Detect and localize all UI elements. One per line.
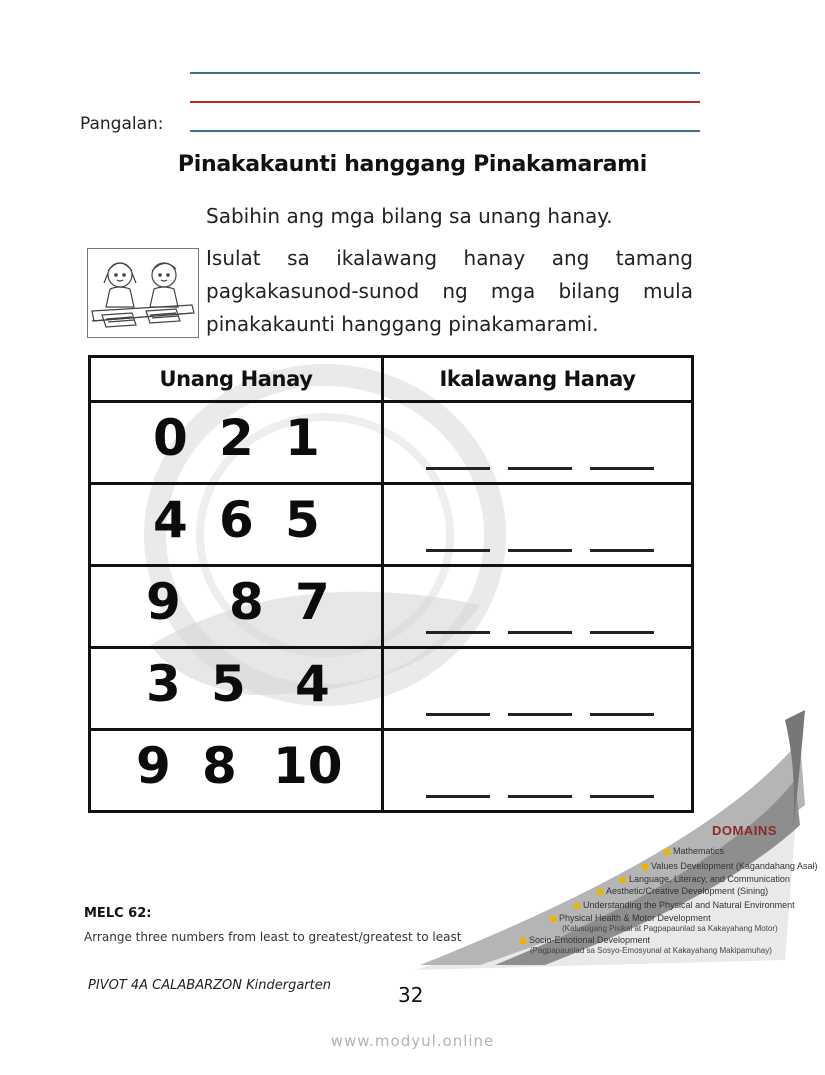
- checkbox-icon: [620, 877, 626, 883]
- site-watermark: www.modyul.online: [330, 1032, 495, 1050]
- writing-line-middle: [190, 101, 700, 103]
- table-row: [90, 566, 693, 648]
- answer-cell[interactable]: [383, 484, 693, 566]
- answer-blank[interactable]: [590, 631, 654, 634]
- numbers-cell: [90, 484, 383, 566]
- number: 4: [153, 491, 188, 549]
- checkbox-icon: [574, 903, 580, 909]
- instruction-line-2: Isulat sa ikalawang hanay ang tamang pagkakasunod-sunod ng mga bilang mula pinakakaunti hanggang pinakamarami.: [206, 246, 693, 336]
- number: 4: [295, 655, 330, 713]
- domain-item: Mathematics: [664, 846, 724, 856]
- domain-item: Physical Health & Motor Development: [550, 913, 711, 923]
- name-label: Pangalan:: [80, 114, 164, 134]
- numbers-cell: [90, 648, 383, 730]
- number: 1: [285, 409, 320, 467]
- number: 0: [153, 409, 188, 467]
- number: 3: [146, 655, 181, 713]
- answer-blank[interactable]: [426, 467, 490, 470]
- number: 5: [211, 655, 246, 713]
- melc-title: MELC 62:: [84, 906, 152, 921]
- answer-blank[interactable]: [508, 631, 572, 634]
- number: 2: [219, 409, 254, 467]
- domain-item: Understanding the Physical and Natural Environment: [574, 900, 795, 910]
- writing-line-bottom[interactable]: [190, 130, 700, 132]
- checkbox-icon: [520, 938, 526, 944]
- column-header-ikalawang-hanay: Ikalawang Hanay: [383, 357, 693, 402]
- checkbox-icon: [597, 889, 603, 895]
- domain-item: Values Development (Kagandahang Asal): [642, 861, 817, 871]
- number: 9: [136, 737, 171, 795]
- number: 7: [295, 573, 330, 631]
- number: 9: [146, 573, 181, 631]
- children-writing-icon: [87, 248, 199, 338]
- checkbox-icon: [664, 849, 670, 855]
- domain-subtext: (Kalusugang Pisikal at Pagpapaunlad sa Kakayahang Motor): [562, 924, 778, 933]
- domain-subtext: (Pagpapaunlad sa Sosyo-Emosyunal at Kakayahang Makipamuhay): [530, 946, 772, 955]
- answer-cell[interactable]: [383, 566, 693, 648]
- domains-title: DOMAINS: [712, 823, 777, 838]
- instruction-line-1: Sabihin ang mga bilang sa unang hanay.: [206, 204, 613, 228]
- number: 10: [273, 737, 343, 795]
- table-header-row: [90, 357, 693, 402]
- domain-item: Aesthetic/Creative Development (Sining): [597, 886, 768, 896]
- answer-blank[interactable]: [426, 549, 490, 552]
- answer-blank[interactable]: [508, 467, 572, 470]
- numbers-cell: [90, 402, 383, 484]
- column-header-unang-hanay: Unang Hanay: [90, 357, 383, 402]
- melc-text: Arrange three numbers from least to greatest/greatest to least: [84, 930, 462, 944]
- number: 6: [219, 491, 254, 549]
- writing-line-top: [190, 72, 700, 74]
- number: 8: [229, 573, 264, 631]
- answer-blank[interactable]: [508, 549, 572, 552]
- number: 5: [285, 491, 320, 549]
- footer-text: PIVOT 4A CALABARZON Kindergarten: [88, 978, 331, 993]
- answer-blank[interactable]: [590, 549, 654, 552]
- number: 8: [202, 737, 237, 795]
- numbers-cell: [90, 730, 383, 812]
- table-row: [90, 484, 693, 566]
- answer-blank[interactable]: [590, 467, 654, 470]
- page-title: Pinakakaunti hanggang Pinakamarami: [177, 152, 648, 177]
- page-number: 32: [398, 983, 424, 1007]
- checkbox-icon: [550, 916, 556, 922]
- numbers-cell: [90, 566, 383, 648]
- domain-item: Socio-Emotional Development: [520, 935, 650, 945]
- domain-item: Language, Literacy, and Communication: [620, 874, 790, 884]
- answer-cell[interactable]: [383, 402, 693, 484]
- checkbox-icon: [642, 864, 648, 870]
- answer-blank[interactable]: [426, 631, 490, 634]
- table-row: [90, 402, 693, 484]
